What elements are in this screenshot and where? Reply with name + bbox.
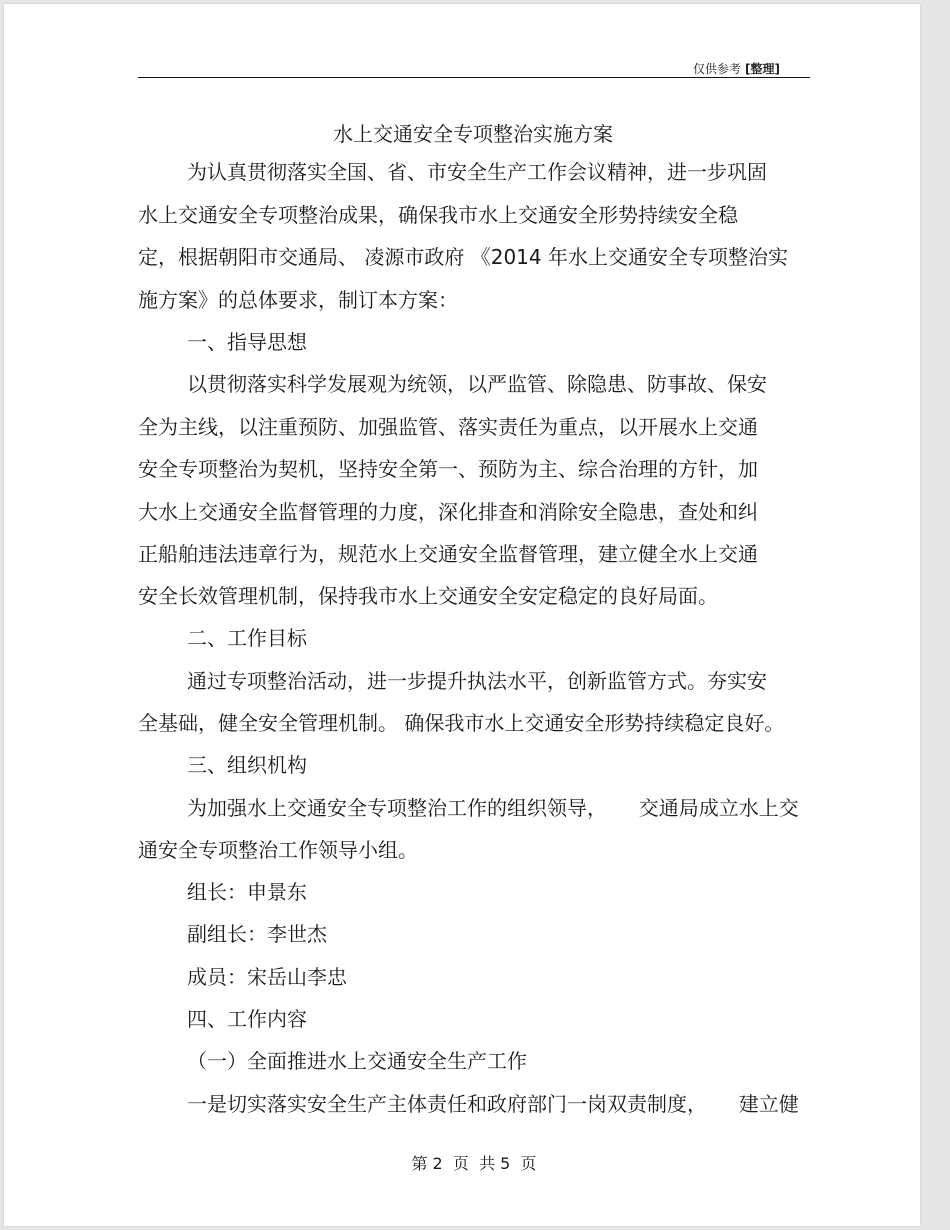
body-line: 施方案》的总体要求，制订本方案： bbox=[138, 288, 458, 312]
body-line: 定，根据朝阳市交通局、 凌源市政府 《2014 年水上交通安全专项整治实 bbox=[138, 245, 788, 269]
header-note bbox=[693, 61, 780, 77]
body-line: 组长：申景东 bbox=[187, 880, 307, 904]
body-line: 通过专项整治活动，进一步提升执法水平，创新监管方式。夯实安 bbox=[187, 669, 767, 693]
section-heading: 二、工作目标 bbox=[187, 626, 307, 650]
body-line: 一是切实落实安全生产主体责任和政府部门一岗双责制度， 建立健 bbox=[187, 1092, 799, 1116]
header-note-tag: [整理] bbox=[745, 62, 780, 76]
subsection-heading: （一）全面推进水上交通安全生产工作 bbox=[187, 1049, 527, 1073]
body-line: 为认真贯彻落实全国、省、市安全生产工作会议精神，进一步巩固 bbox=[187, 160, 767, 184]
body-line: 安全专项整治为契机，坚持安全第一、预防为主、综合治理的方针，加 bbox=[138, 457, 758, 481]
section-heading: 四、工作内容 bbox=[187, 1007, 307, 1031]
page-number-footer: 第 2 页 共 5 页 bbox=[411, 1154, 537, 1173]
body-line: 全基础，健全安全管理机制。 确保我市水上交通安全形势持续稳定良好。 bbox=[138, 711, 785, 735]
body-line: 水上交通安全专项整治成果，确保我市水上交通安全形势持续安全稳 bbox=[138, 203, 738, 227]
document-title: 水上交通安全专项整治实施方案 bbox=[333, 122, 613, 146]
body-line: 成员：宋岳山李忠 bbox=[187, 965, 347, 989]
body-line: 正船舶违法违章行为，规范水上交通安全监督管理，建立健全水上交通 bbox=[138, 542, 758, 566]
body-line: 副组长：李世杰 bbox=[187, 922, 327, 946]
body-line: 大水上交通安全监督管理的力度，深化排查和消除安全隐患，查处和纠 bbox=[138, 500, 758, 524]
header-rule bbox=[138, 77, 810, 78]
body-line: 为加强水上交通安全专项整治工作的组织领导， 交通局成立水上交 bbox=[187, 796, 799, 820]
section-heading: 三、组织机构 bbox=[187, 753, 307, 777]
body-line: 通安全专项整治工作领导小组。 bbox=[138, 838, 418, 862]
body-line: 以贯彻落实科学发展观为统领，以严监管、除隐患、防事故、保安 bbox=[187, 372, 767, 396]
body-line: 安全长效管理机制，保持我市水上交通安全安定稳定的良好局面。 bbox=[138, 584, 718, 608]
document-page bbox=[4, 4, 920, 1226]
body-line: 全为主线，以注重预防、加强监管、落实责任为重点，以开展水上交通 bbox=[138, 415, 758, 439]
section-heading: 一、指导思想 bbox=[187, 330, 307, 354]
header-note-text: 仅供参考 bbox=[693, 62, 742, 76]
